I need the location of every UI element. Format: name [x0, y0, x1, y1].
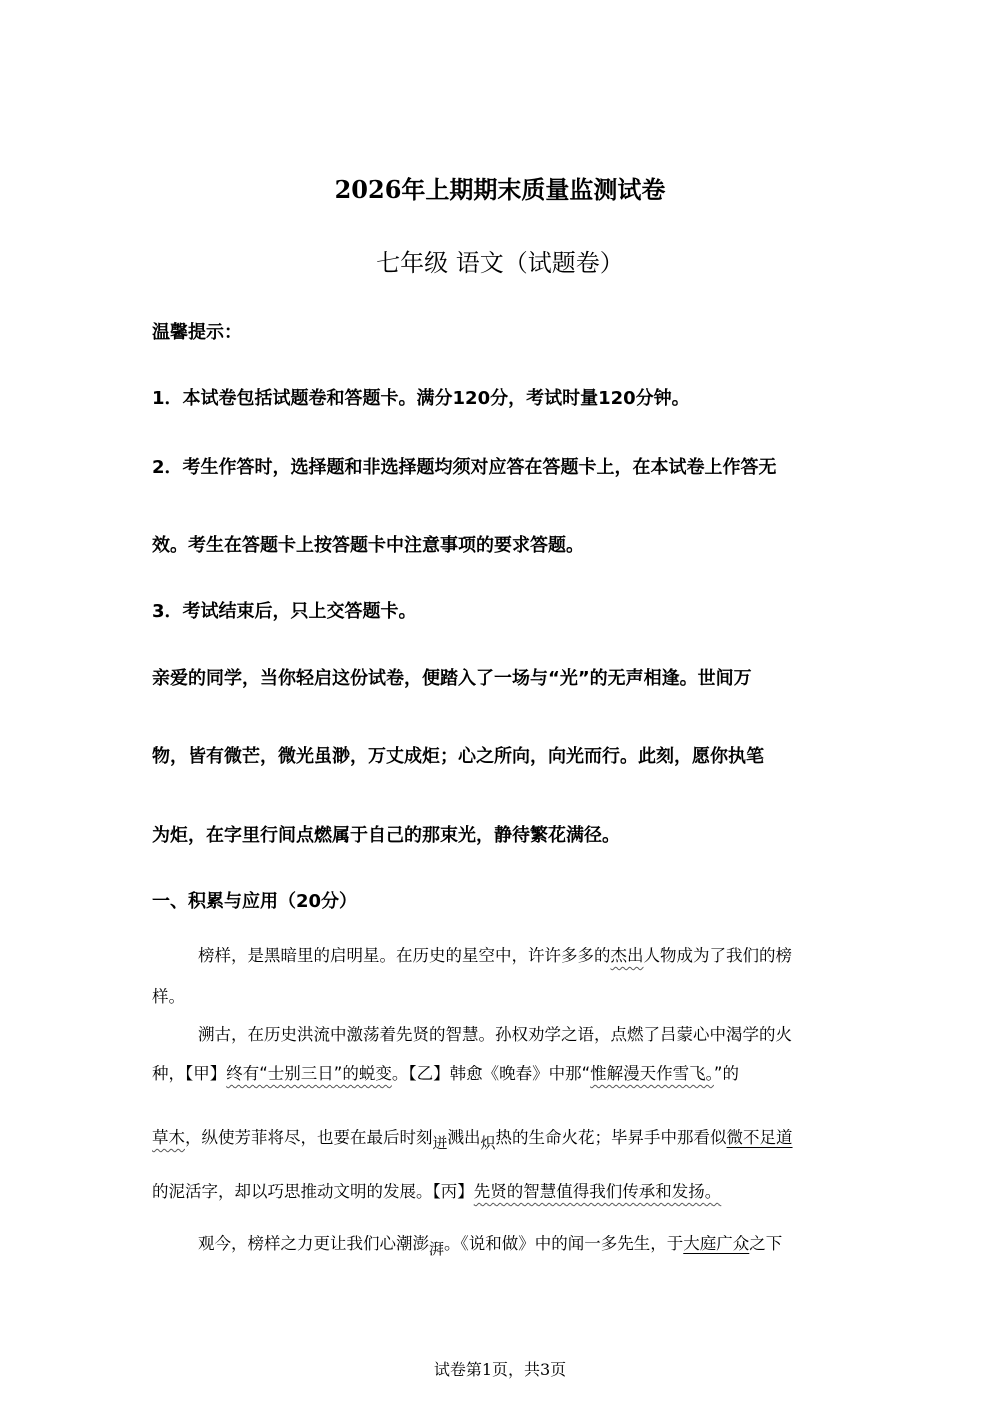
passage-text: 。	[704, 1182, 722, 1201]
section-heading: 一、积累与应用（20分）	[152, 891, 358, 912]
passage-text: 之下	[749, 1234, 783, 1253]
underlined-idiom: 大庭广众	[683, 1234, 750, 1253]
passage-text: 观今，榜样之力更让我们心潮澎	[198, 1234, 429, 1253]
marked-word: 杰出	[610, 946, 644, 965]
marked-sentence-jia: 终有“士别三日”的蜕变	[226, 1064, 392, 1083]
passage-text: 。【乙】韩愈《晚春》中那“	[391, 1064, 591, 1083]
passage-p1-line-1	[198, 942, 792, 966]
passage-text: 人物成为了我们的榜	[643, 946, 792, 965]
intro-line-3: 为炬，在字里行间点燃属于自己的那束光，静待繁花满径。	[152, 825, 620, 846]
marked-sentence-yi: 惟解漫天作雪飞。	[590, 1064, 714, 1083]
pinyin-target-char: 湃	[429, 1240, 445, 1258]
passage-text: ”的	[713, 1064, 739, 1083]
tips-heading: 温馨提示：	[152, 322, 242, 343]
marked-word: 草木	[152, 1128, 185, 1147]
passage-p1-line-2: 样。	[152, 987, 185, 1006]
tip-item-2-line-1: 2．考生作答时，选择题和非选择题均须对应答在答题卡上，在本试卷上作答无	[152, 457, 777, 478]
passage-text: 热的生命火花；毕昇手中那看似	[495, 1128, 727, 1147]
passage-p2-line-3	[152, 1124, 793, 1152]
underlined-idiom: 微不足道	[726, 1128, 793, 1147]
marked-sentence-bing: 先贤的智慧值得我们传承和发扬	[473, 1182, 705, 1201]
tip-item-2-line-2: 效。考生在答题卡上按答题卡中注意事项的要求答题。	[152, 535, 584, 556]
passage-text: 溅出	[447, 1128, 481, 1147]
tip-item-1: 1．本试卷包括试题卷和答题卡。满分120分，考试时量120分钟。	[152, 388, 690, 409]
passage-text: 榜样，是黑暗里的启明星。在历史的星空中，许许多多的	[198, 946, 611, 965]
passage-text: 的泥活字，却以巧思推动文明的发展。【丙】	[152, 1182, 474, 1201]
intro-line-1: 亲爱的同学，当你轻启这份试卷，便踏入了一场与“光”的无声相逢。世间万	[152, 668, 752, 689]
page-footer: 试卷第1页，共3页	[433, 1360, 567, 1379]
passage-text: ，纵使芳菲将尽，也要在最后时刻	[185, 1128, 433, 1147]
pinyin-target-char: 炽	[480, 1134, 496, 1152]
passage-text: 。《说和做》中的闻一多先生，于	[444, 1234, 684, 1253]
passage-p2-line-4	[152, 1178, 721, 1202]
pinyin-target-char: 迸	[432, 1134, 448, 1152]
intro-line-2: 物，皆有微芒，微光虽渺，万丈成炬；心之所向，向光而行。此刻，愿你执笔	[152, 746, 764, 767]
passage-p2-line-1: 溯古，在历史洪流中激荡着先贤的智慧。孙权劝学之语，点燃了吕蒙心中渴学的火	[198, 1025, 792, 1044]
passage-text: 种，【甲】	[152, 1064, 227, 1083]
passage-p2-line-2	[152, 1060, 739, 1084]
tip-item-3: 3．考试结束后，只上交答题卡。	[152, 601, 417, 622]
passage-p3-line-1	[198, 1230, 783, 1258]
exam-title: 2026年上期期末质量监测试卷	[334, 175, 666, 204]
exam-subtitle: 七年级 语文（试题卷）	[376, 249, 624, 277]
